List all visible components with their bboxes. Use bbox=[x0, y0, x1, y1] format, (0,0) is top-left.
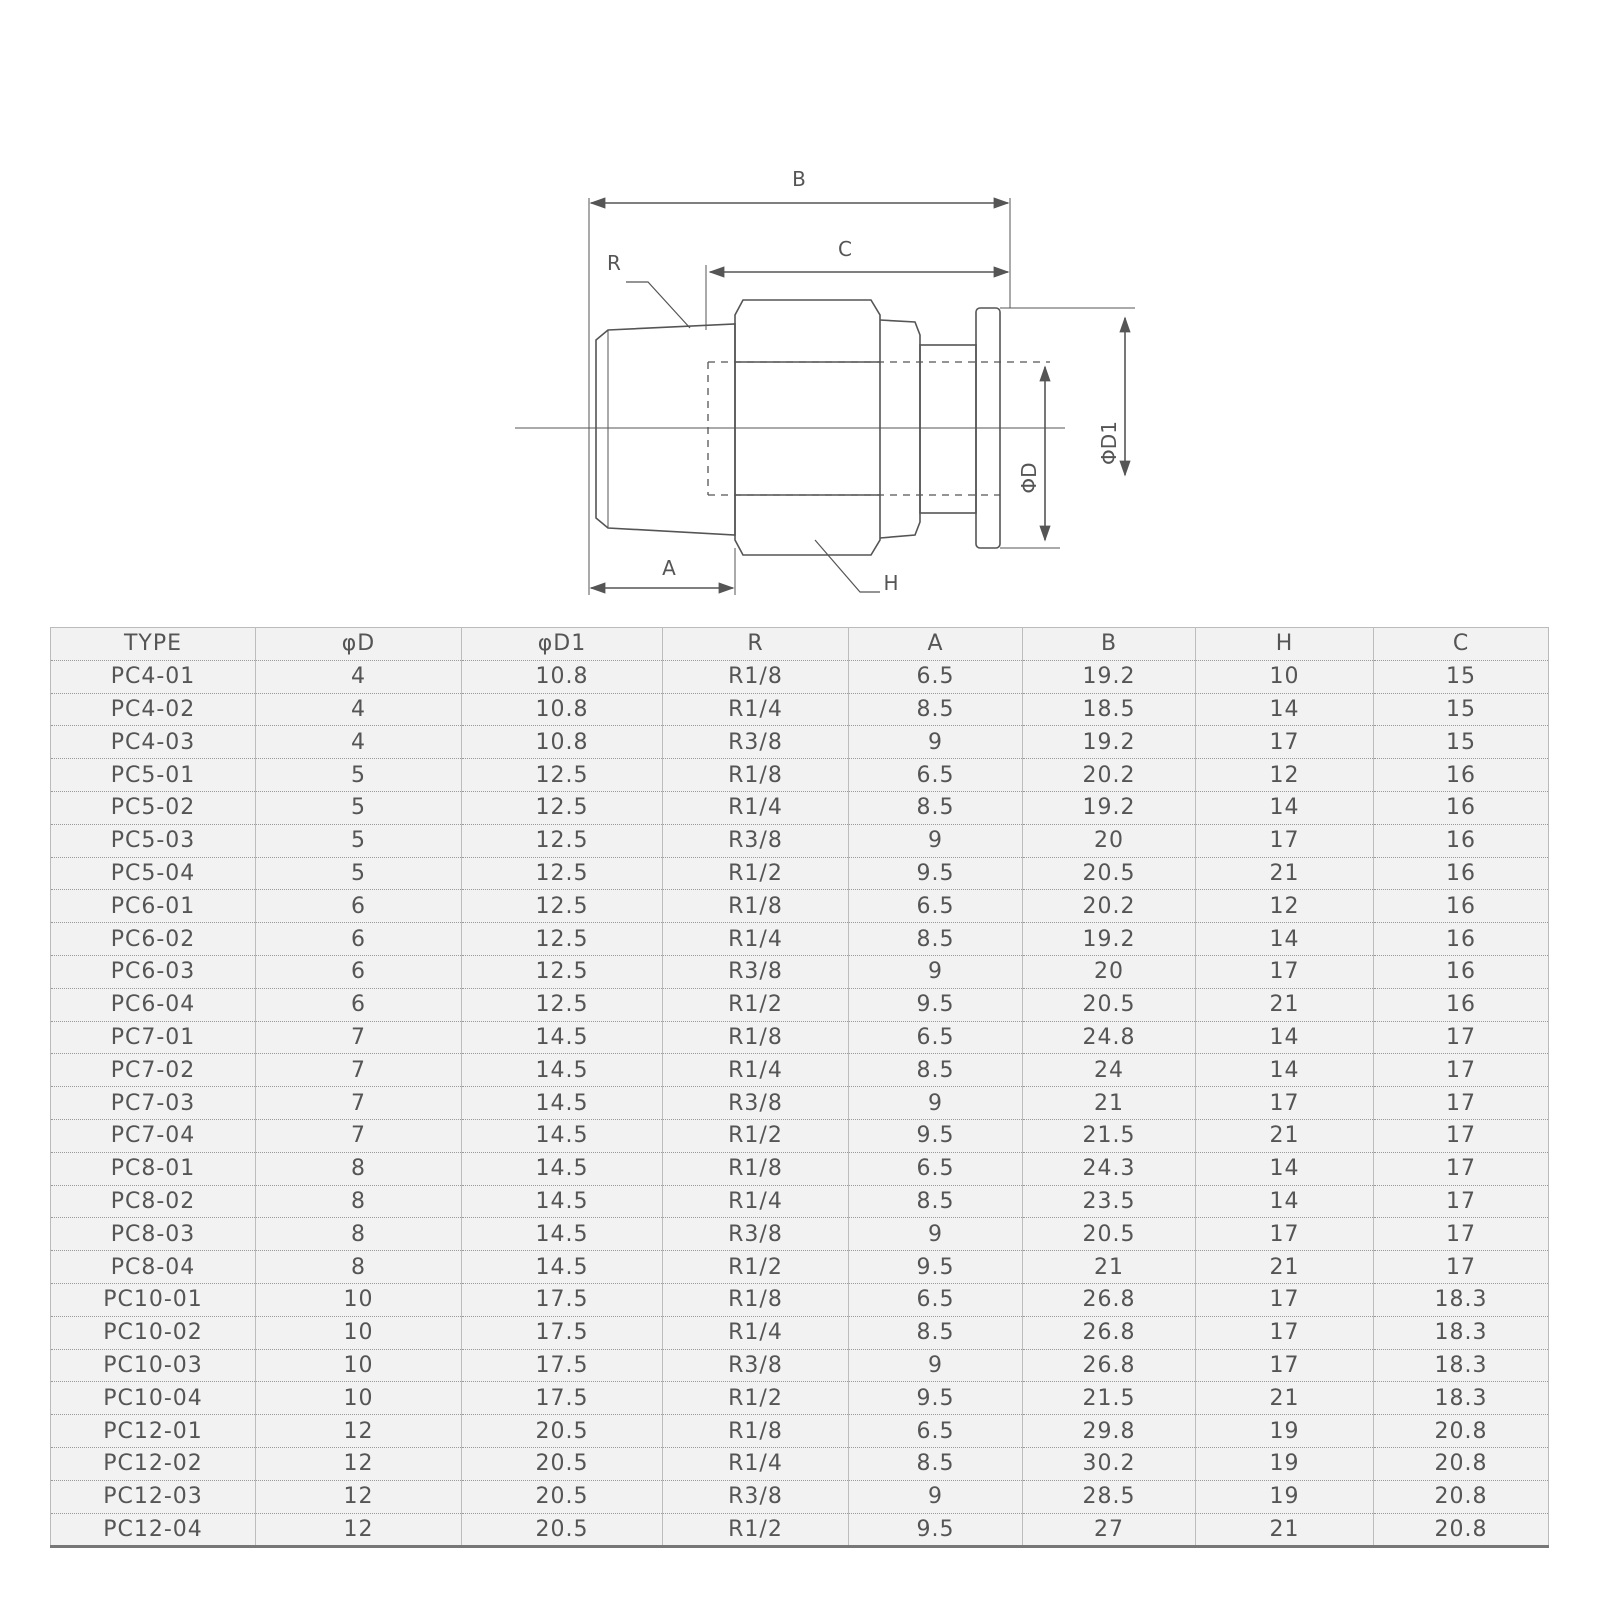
cell-h: 17 bbox=[1196, 1087, 1374, 1120]
cell-a: 8.5 bbox=[849, 1316, 1023, 1349]
header-h: H bbox=[1196, 628, 1374, 661]
cell-h: 21 bbox=[1196, 1251, 1374, 1284]
cell-b: 20.5 bbox=[1023, 988, 1196, 1021]
cell-c: 15 bbox=[1374, 660, 1549, 693]
cell-phi-d1: 17.5 bbox=[462, 1283, 663, 1316]
cell-c: 15 bbox=[1374, 726, 1549, 759]
cell-r: R1/8 bbox=[663, 1152, 849, 1185]
cell-type: PC4-03 bbox=[51, 726, 256, 759]
cell-r: R3/8 bbox=[663, 1087, 849, 1120]
cell-type: PC12-01 bbox=[51, 1415, 256, 1448]
cell-phi-d: 6 bbox=[256, 955, 462, 988]
cell-b: 19.2 bbox=[1023, 660, 1196, 693]
cell-phi-d: 8 bbox=[256, 1218, 462, 1251]
cell-a: 8.5 bbox=[849, 1054, 1023, 1087]
cell-b: 27 bbox=[1023, 1513, 1196, 1547]
cell-c: 17 bbox=[1374, 1251, 1549, 1284]
threaded-body bbox=[596, 324, 735, 535]
cell-h: 10 bbox=[1196, 660, 1374, 693]
cell-c: 20.8 bbox=[1374, 1480, 1549, 1513]
cell-b: 26.8 bbox=[1023, 1349, 1196, 1382]
fitting-dimension-drawing bbox=[0, 150, 1600, 610]
header-r: R bbox=[663, 628, 849, 661]
header-a: A bbox=[849, 628, 1023, 661]
cell-h: 14 bbox=[1196, 1021, 1374, 1054]
cell-r: R1/8 bbox=[663, 890, 849, 923]
cell-c: 18.3 bbox=[1374, 1382, 1549, 1415]
cell-phi-d1: 12.5 bbox=[462, 988, 663, 1021]
cell-type: PC8-01 bbox=[51, 1152, 256, 1185]
cell-r: R1/2 bbox=[663, 1382, 849, 1415]
table-row bbox=[51, 660, 1549, 693]
table-row bbox=[51, 955, 1549, 988]
cell-phi-d1: 20.5 bbox=[462, 1480, 663, 1513]
header-b: B bbox=[1023, 628, 1196, 661]
header-c: C bbox=[1374, 628, 1549, 661]
cell-c: 17 bbox=[1374, 1218, 1549, 1251]
table-row bbox=[51, 1349, 1549, 1382]
cell-h: 17 bbox=[1196, 955, 1374, 988]
cell-b: 23.5 bbox=[1023, 1185, 1196, 1218]
cell-a: 9.5 bbox=[849, 988, 1023, 1021]
cell-phi-d1: 12.5 bbox=[462, 857, 663, 890]
cell-phi-d1: 10.8 bbox=[462, 726, 663, 759]
cell-c: 17 bbox=[1374, 1054, 1549, 1087]
cell-c: 16 bbox=[1374, 955, 1549, 988]
cell-phi-d1: 12.5 bbox=[462, 923, 663, 956]
cell-r: R1/4 bbox=[663, 791, 849, 824]
table-row bbox=[51, 1087, 1549, 1120]
cell-r: R1/4 bbox=[663, 693, 849, 726]
table-row bbox=[51, 1021, 1549, 1054]
cell-phi-d: 6 bbox=[256, 923, 462, 956]
table-header-row bbox=[51, 628, 1549, 661]
cell-c: 20.8 bbox=[1374, 1447, 1549, 1480]
cell-c: 16 bbox=[1374, 923, 1549, 956]
table-row bbox=[51, 693, 1549, 726]
cell-phi-d: 10 bbox=[256, 1349, 462, 1382]
cell-type: PC8-02 bbox=[51, 1185, 256, 1218]
cell-type: PC4-02 bbox=[51, 693, 256, 726]
cell-type: PC12-04 bbox=[51, 1513, 256, 1547]
cell-a: 6.5 bbox=[849, 1283, 1023, 1316]
cell-a: 8.5 bbox=[849, 1185, 1023, 1218]
cell-type: PC12-02 bbox=[51, 1447, 256, 1480]
cell-phi-d1: 20.5 bbox=[462, 1447, 663, 1480]
table-row bbox=[51, 923, 1549, 956]
label-a: A bbox=[662, 556, 676, 580]
table-row bbox=[51, 890, 1549, 923]
cell-phi-d: 12 bbox=[256, 1447, 462, 1480]
cell-b: 20.5 bbox=[1023, 1218, 1196, 1251]
cell-c: 16 bbox=[1374, 857, 1549, 890]
cell-h: 19 bbox=[1196, 1415, 1374, 1448]
cell-h: 12 bbox=[1196, 759, 1374, 792]
cell-phi-d1: 14.5 bbox=[462, 1218, 663, 1251]
table-row bbox=[51, 1185, 1549, 1218]
table-row bbox=[51, 1251, 1549, 1284]
cell-h: 17 bbox=[1196, 1283, 1374, 1316]
cell-b: 26.8 bbox=[1023, 1316, 1196, 1349]
cell-a: 8.5 bbox=[849, 693, 1023, 726]
cell-r: R1/4 bbox=[663, 1316, 849, 1349]
cell-r: R3/8 bbox=[663, 1218, 849, 1251]
cell-phi-d: 5 bbox=[256, 824, 462, 857]
cell-type: PC12-03 bbox=[51, 1480, 256, 1513]
cell-b: 19.2 bbox=[1023, 726, 1196, 759]
cell-b: 24.3 bbox=[1023, 1152, 1196, 1185]
cell-a: 6.5 bbox=[849, 890, 1023, 923]
cell-b: 20.2 bbox=[1023, 759, 1196, 792]
cell-a: 9 bbox=[849, 1087, 1023, 1120]
cell-h: 17 bbox=[1196, 726, 1374, 759]
cell-b: 24 bbox=[1023, 1054, 1196, 1087]
cell-c: 17 bbox=[1374, 1185, 1549, 1218]
cell-b: 20 bbox=[1023, 824, 1196, 857]
cell-b: 20.2 bbox=[1023, 890, 1196, 923]
cell-a: 6.5 bbox=[849, 1021, 1023, 1054]
table-row bbox=[51, 988, 1549, 1021]
cell-h: 14 bbox=[1196, 923, 1374, 956]
cell-phi-d1: 17.5 bbox=[462, 1349, 663, 1382]
cell-h: 21 bbox=[1196, 1513, 1374, 1547]
cell-a: 9 bbox=[849, 955, 1023, 988]
label-h: H bbox=[883, 571, 899, 595]
cell-type: PC8-04 bbox=[51, 1251, 256, 1284]
cell-type: PC6-04 bbox=[51, 988, 256, 1021]
table-row bbox=[51, 1218, 1549, 1251]
cell-a: 9.5 bbox=[849, 1513, 1023, 1547]
spec-table bbox=[50, 627, 1549, 1548]
cell-h: 21 bbox=[1196, 1119, 1374, 1152]
label-b: B bbox=[792, 167, 806, 191]
cell-a: 9 bbox=[849, 726, 1023, 759]
cell-type: PC10-04 bbox=[51, 1382, 256, 1415]
cell-r: R1/4 bbox=[663, 923, 849, 956]
table-row bbox=[51, 726, 1549, 759]
table-row bbox=[51, 1283, 1549, 1316]
cell-phi-d: 8 bbox=[256, 1152, 462, 1185]
cell-c: 20.8 bbox=[1374, 1415, 1549, 1448]
cell-type: PC4-01 bbox=[51, 660, 256, 693]
cell-c: 18.3 bbox=[1374, 1316, 1549, 1349]
cell-c: 17 bbox=[1374, 1021, 1549, 1054]
cell-phi-d: 12 bbox=[256, 1480, 462, 1513]
header-type: TYPE bbox=[51, 628, 256, 661]
cell-c: 18.3 bbox=[1374, 1349, 1549, 1382]
cell-phi-d1: 10.8 bbox=[462, 693, 663, 726]
cell-c: 17 bbox=[1374, 1087, 1549, 1120]
table-row bbox=[51, 1415, 1549, 1448]
cell-b: 24.8 bbox=[1023, 1021, 1196, 1054]
cell-a: 9.5 bbox=[849, 1382, 1023, 1415]
cell-phi-d: 4 bbox=[256, 660, 462, 693]
cell-r: R1/2 bbox=[663, 857, 849, 890]
stem bbox=[920, 345, 976, 513]
cell-h: 14 bbox=[1196, 1152, 1374, 1185]
cell-a: 6.5 bbox=[849, 759, 1023, 792]
cell-type: PC10-02 bbox=[51, 1316, 256, 1349]
cell-phi-d: 7 bbox=[256, 1087, 462, 1120]
cell-h: 21 bbox=[1196, 988, 1374, 1021]
cell-h: 14 bbox=[1196, 1054, 1374, 1087]
cell-r: R3/8 bbox=[663, 1349, 849, 1382]
cell-h: 21 bbox=[1196, 1382, 1374, 1415]
cell-type: PC6-03 bbox=[51, 955, 256, 988]
table-row bbox=[51, 824, 1549, 857]
cell-phi-d1: 12.5 bbox=[462, 824, 663, 857]
cell-c: 17 bbox=[1374, 1119, 1549, 1152]
cell-a: 8.5 bbox=[849, 923, 1023, 956]
cell-h: 19 bbox=[1196, 1480, 1374, 1513]
cell-a: 9.5 bbox=[849, 1251, 1023, 1284]
cell-a: 9.5 bbox=[849, 1119, 1023, 1152]
cell-phi-d1: 10.8 bbox=[462, 660, 663, 693]
leader-h bbox=[815, 540, 880, 592]
cell-phi-d: 10 bbox=[256, 1382, 462, 1415]
cell-c: 16 bbox=[1374, 824, 1549, 857]
cell-type: PC6-02 bbox=[51, 923, 256, 956]
cell-c: 15 bbox=[1374, 693, 1549, 726]
cell-phi-d1: 20.5 bbox=[462, 1513, 663, 1547]
cell-phi-d1: 20.5 bbox=[462, 1415, 663, 1448]
cell-b: 30.2 bbox=[1023, 1447, 1196, 1480]
cell-b: 21 bbox=[1023, 1251, 1196, 1284]
cell-r: R3/8 bbox=[663, 824, 849, 857]
cell-c: 17 bbox=[1374, 1152, 1549, 1185]
cell-a: 8.5 bbox=[849, 1447, 1023, 1480]
collar bbox=[880, 320, 920, 538]
cell-phi-d1: 14.5 bbox=[462, 1054, 663, 1087]
cell-type: PC7-01 bbox=[51, 1021, 256, 1054]
label-c: C bbox=[838, 237, 852, 261]
cell-type: PC7-03 bbox=[51, 1087, 256, 1120]
cell-phi-d1: 17.5 bbox=[462, 1316, 663, 1349]
cell-b: 18.5 bbox=[1023, 693, 1196, 726]
cell-type: PC5-02 bbox=[51, 791, 256, 824]
cell-c: 16 bbox=[1374, 890, 1549, 923]
cell-a: 9 bbox=[849, 1480, 1023, 1513]
cell-phi-d1: 14.5 bbox=[462, 1119, 663, 1152]
table-row bbox=[51, 1382, 1549, 1415]
cell-r: R1/2 bbox=[663, 1119, 849, 1152]
cell-type: PC5-01 bbox=[51, 759, 256, 792]
cell-h: 19 bbox=[1196, 1447, 1374, 1480]
cell-phi-d: 8 bbox=[256, 1185, 462, 1218]
table-row bbox=[51, 1054, 1549, 1087]
table-row bbox=[51, 1513, 1549, 1547]
cell-phi-d: 7 bbox=[256, 1021, 462, 1054]
cell-b: 19.2 bbox=[1023, 923, 1196, 956]
cell-a: 9.5 bbox=[849, 857, 1023, 890]
cell-a: 9 bbox=[849, 1218, 1023, 1251]
cell-type: PC6-01 bbox=[51, 890, 256, 923]
label-phi-d: ΦD bbox=[1017, 462, 1041, 494]
cell-type: PC7-04 bbox=[51, 1119, 256, 1152]
cell-b: 21.5 bbox=[1023, 1119, 1196, 1152]
cell-phi-d1: 14.5 bbox=[462, 1021, 663, 1054]
table-row bbox=[51, 1480, 1549, 1513]
cell-h: 17 bbox=[1196, 1349, 1374, 1382]
cell-type: PC5-03 bbox=[51, 824, 256, 857]
cell-r: R1/8 bbox=[663, 1283, 849, 1316]
cell-r: R1/8 bbox=[663, 759, 849, 792]
cell-h: 21 bbox=[1196, 857, 1374, 890]
cell-phi-d: 12 bbox=[256, 1513, 462, 1547]
cell-h: 14 bbox=[1196, 791, 1374, 824]
cell-b: 26.8 bbox=[1023, 1283, 1196, 1316]
cell-a: 6.5 bbox=[849, 1152, 1023, 1185]
cell-r: R1/4 bbox=[663, 1185, 849, 1218]
cell-r: R1/4 bbox=[663, 1054, 849, 1087]
cell-r: R1/2 bbox=[663, 1251, 849, 1284]
cell-phi-d: 5 bbox=[256, 791, 462, 824]
label-phi-d1: ΦD1 bbox=[1097, 421, 1121, 465]
cell-b: 20.5 bbox=[1023, 857, 1196, 890]
cell-phi-d: 5 bbox=[256, 857, 462, 890]
cell-b: 28.5 bbox=[1023, 1480, 1196, 1513]
cell-b: 21 bbox=[1023, 1087, 1196, 1120]
cell-phi-d: 6 bbox=[256, 890, 462, 923]
cell-c: 20.8 bbox=[1374, 1513, 1549, 1547]
cell-phi-d1: 12.5 bbox=[462, 759, 663, 792]
cell-type: PC10-03 bbox=[51, 1349, 256, 1382]
cell-phi-d: 7 bbox=[256, 1119, 462, 1152]
cell-type: PC10-01 bbox=[51, 1283, 256, 1316]
cell-r: R1/8 bbox=[663, 660, 849, 693]
cell-phi-d: 12 bbox=[256, 1415, 462, 1448]
cell-phi-d: 8 bbox=[256, 1251, 462, 1284]
cell-a: 8.5 bbox=[849, 791, 1023, 824]
cell-a: 9 bbox=[849, 1349, 1023, 1382]
table-body bbox=[51, 660, 1549, 1547]
cell-r: R1/2 bbox=[663, 1513, 849, 1547]
cell-b: 20 bbox=[1023, 955, 1196, 988]
cell-r: R1/8 bbox=[663, 1021, 849, 1054]
cell-c: 18.3 bbox=[1374, 1283, 1549, 1316]
cell-phi-d: 4 bbox=[256, 693, 462, 726]
table-row bbox=[51, 791, 1549, 824]
cell-r: R3/8 bbox=[663, 726, 849, 759]
label-r: R bbox=[607, 251, 621, 275]
cell-r: R3/8 bbox=[663, 955, 849, 988]
cell-phi-d: 4 bbox=[256, 726, 462, 759]
table-row bbox=[51, 759, 1549, 792]
cell-a: 9 bbox=[849, 824, 1023, 857]
cell-phi-d1: 14.5 bbox=[462, 1152, 663, 1185]
cell-c: 16 bbox=[1374, 988, 1549, 1021]
cell-type: PC8-03 bbox=[51, 1218, 256, 1251]
cell-r: R3/8 bbox=[663, 1480, 849, 1513]
cell-phi-d: 6 bbox=[256, 988, 462, 1021]
cell-phi-d1: 14.5 bbox=[462, 1185, 663, 1218]
cell-b: 29.8 bbox=[1023, 1415, 1196, 1448]
cell-h: 14 bbox=[1196, 1185, 1374, 1218]
cell-r: R1/2 bbox=[663, 988, 849, 1021]
cell-type: PC7-02 bbox=[51, 1054, 256, 1087]
cell-phi-d1: 12.5 bbox=[462, 890, 663, 923]
cell-phi-d: 5 bbox=[256, 759, 462, 792]
cell-phi-d1: 12.5 bbox=[462, 791, 663, 824]
cell-c: 16 bbox=[1374, 759, 1549, 792]
table-row bbox=[51, 857, 1549, 890]
cell-phi-d: 10 bbox=[256, 1316, 462, 1349]
cell-phi-d1: 12.5 bbox=[462, 955, 663, 988]
cell-c: 16 bbox=[1374, 791, 1549, 824]
cell-h: 17 bbox=[1196, 1316, 1374, 1349]
cell-a: 6.5 bbox=[849, 660, 1023, 693]
cell-r: R1/8 bbox=[663, 1415, 849, 1448]
leader-r bbox=[626, 282, 690, 328]
cell-phi-d: 10 bbox=[256, 1283, 462, 1316]
cell-h: 14 bbox=[1196, 693, 1374, 726]
cell-h: 17 bbox=[1196, 1218, 1374, 1251]
cell-a: 6.5 bbox=[849, 1415, 1023, 1448]
cell-phi-d1: 14.5 bbox=[462, 1087, 663, 1120]
table-row bbox=[51, 1152, 1549, 1185]
cell-type: PC5-04 bbox=[51, 857, 256, 890]
cell-h: 17 bbox=[1196, 824, 1374, 857]
table-row bbox=[51, 1316, 1549, 1349]
cell-phi-d1: 17.5 bbox=[462, 1382, 663, 1415]
header-phi-d1: φD1 bbox=[462, 628, 663, 661]
cell-phi-d: 7 bbox=[256, 1054, 462, 1087]
cell-r: R1/4 bbox=[663, 1447, 849, 1480]
table-row bbox=[51, 1119, 1549, 1152]
header-phi-d: φD bbox=[256, 628, 462, 661]
cell-b: 19.2 bbox=[1023, 791, 1196, 824]
table-row bbox=[51, 1447, 1549, 1480]
cell-b: 21.5 bbox=[1023, 1382, 1196, 1415]
cell-h: 12 bbox=[1196, 890, 1374, 923]
cell-phi-d1: 14.5 bbox=[462, 1251, 663, 1284]
